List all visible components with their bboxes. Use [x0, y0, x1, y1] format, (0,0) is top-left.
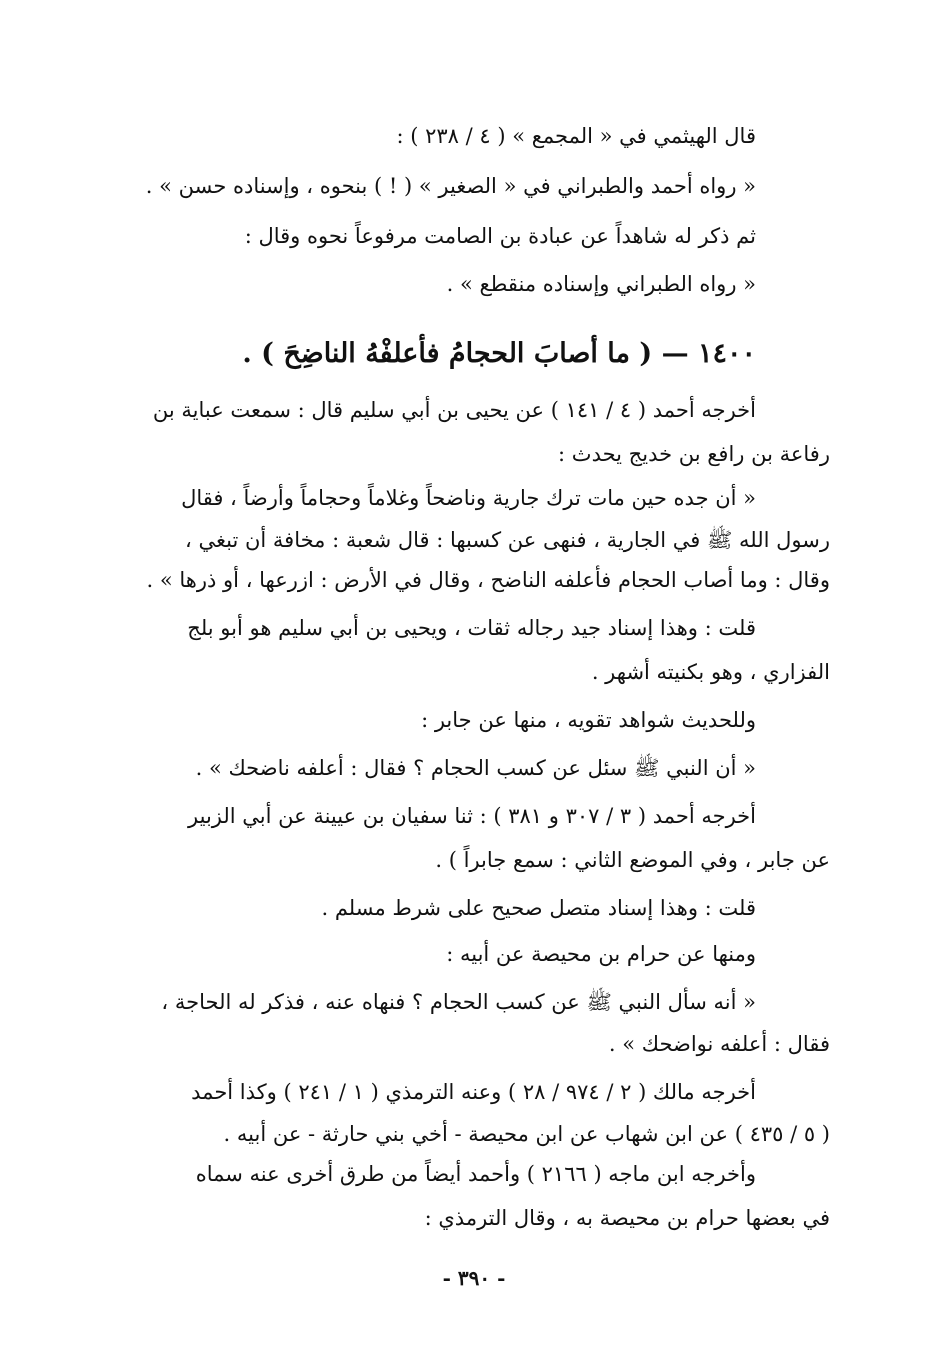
text-line: قلت : وهذا إسناد متصل صحيح على شرط مسلم .	[321, 896, 756, 920]
text-line: أخرجه أحمد ( ٤ / ١٤١ ) عن يحيى بن أبي سليم قال : سمعت عباية بن	[152, 398, 756, 422]
text-line: رفاعة بن رافع بن خديج يحدث :	[558, 442, 830, 466]
text-line: « أنه سأل النبي ﷺ عن كسب الحجام ؟ فنهاه عنه ، فذكر له الحاجة ،	[161, 990, 756, 1014]
text-line: « أن النبي ﷺ سئل عن كسب الحجام ؟ فقال : أعلفه ناضحك » .	[195, 756, 756, 780]
text-line: وقال : وما أصاب الحجام فأعلفه الناضح ، وقال في الأرض : ازرعها ، أو ذرها » .	[146, 568, 830, 592]
text-line: وأخرجه ابن ماجه ( ٢١٦٦ ) وأحمد أيضاً من طرق أخرى عنه سماه	[195, 1162, 756, 1186]
text-line: فقال : أعلفه نواضحك » .	[608, 1032, 830, 1056]
text-line: ومنها عن حرام بن محيصة عن أبيه :	[446, 942, 756, 966]
text-line: في بعضها حرام بن محيصة به ، وقال الترمذي :	[424, 1206, 830, 1230]
text-line: « رواه أحمد والطبراني في « الصغير » ( ! ) بنحوه ، وإسناده حسن » .	[145, 174, 756, 198]
text-line: « أن جده حين مات ترك جارية وناضحاً وغلاماً وحجاماً وأرضاً ، فقال	[181, 486, 756, 510]
text-line: ( ٥ / ٤٣٥ ) عن ابن شهاب عن ابن محيصة - أخي بني حارثة - عن أبيه .	[223, 1122, 830, 1146]
text-line: قلت : وهذا إسناد جيد رجاله ثقات ، ويحيى بن أبي سليم هو أبو بلج	[187, 616, 756, 640]
text-line: أخرجه أحمد ( ٣ / ٣٠٧ و ٣٨١ ) : ثنا سفيان بن عيينة عن أبي الزبير	[188, 804, 756, 828]
text-line: « رواه الطبراني وإسناده منقطع » .	[446, 272, 756, 296]
hadith-heading: ١٤٠٠ — ( ما أصابَ الحجامُ فأعلفْهُ الناضِحَ ) .	[242, 338, 756, 369]
text-line: أخرجه مالك ( ٢ / ٩٧٤ / ٢٨ ) وعنه الترمذي ( ١ / ٢٤١ ) وكذا أحمد	[191, 1080, 756, 1104]
text-line: قال الهيثمي في « المجمع » ( ٤ / ٢٣٨ ) :	[396, 124, 756, 148]
text-line: رسول الله ﷺ في الجارية ، فنهى عن كسبها : قال شعبة : مخافة أن تبغي ،	[185, 528, 830, 552]
text-line: وللحديث شواهد تقويه ، منها عن جابر :	[421, 708, 756, 732]
text-line: ثم ذكر له شاهداً عن عبادة بن الصامت مرفوعاً نحوه وقال :	[244, 224, 756, 248]
text-line: عن جابر ، وفي الموضع الثاني : سمع جابراً ) .	[435, 848, 830, 872]
text-line: الفزاري ، وهو بكنيته أشهر .	[591, 660, 830, 684]
page-number: - ٣٩٠ -	[442, 1266, 506, 1290]
